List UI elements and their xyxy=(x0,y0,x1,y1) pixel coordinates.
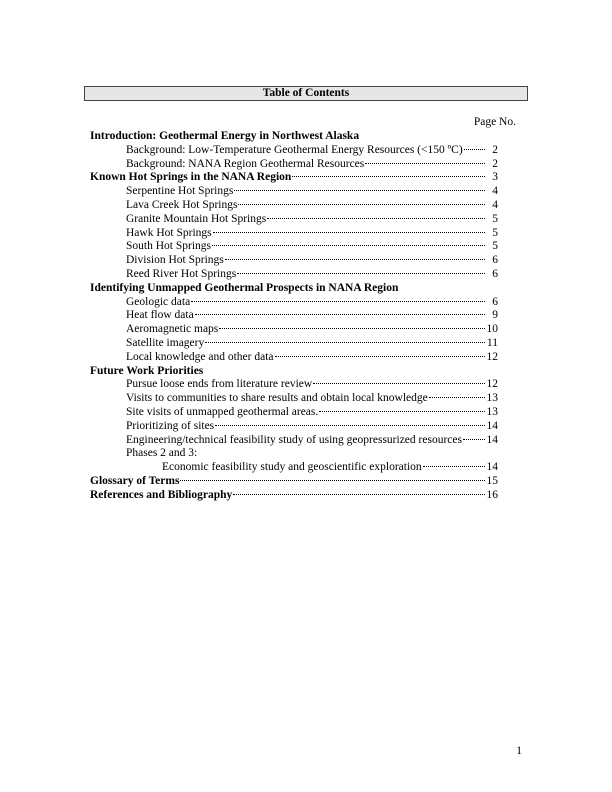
toc-leader-dots xyxy=(238,204,485,205)
toc-entry-page: 5 xyxy=(492,212,498,225)
toc-leader-dots xyxy=(292,176,485,177)
toc-entry[interactable] xyxy=(90,434,498,448)
toc-leader-dots xyxy=(234,190,485,191)
toc-entry-page: 12 xyxy=(486,378,498,391)
toc-entry-page: 5 xyxy=(492,240,498,253)
toc-entry-page: 16 xyxy=(486,488,498,501)
page-no-label: Page No. xyxy=(473,116,516,128)
toc-entry[interactable] xyxy=(90,185,498,199)
toc-leader-dots xyxy=(429,397,485,398)
toc-entry-label: Known Hot Springs in the NANA Region xyxy=(90,171,292,184)
toc-entry-page: 6 xyxy=(492,267,498,280)
toc-entry-page: 10 xyxy=(486,323,498,336)
toc-entry-label: Identifying Unmapped Geothermal Prospects in NANA Region xyxy=(90,281,399,294)
toc-list xyxy=(90,130,498,503)
toc-entry-label: Lava Creek Hot Springs xyxy=(126,198,238,211)
toc-entry-page: 5 xyxy=(492,226,498,239)
toc-entry-label: References and Bibliography xyxy=(90,488,233,501)
toc-entry[interactable] xyxy=(90,323,498,337)
toc-entry[interactable] xyxy=(90,227,498,241)
toc-entry[interactable] xyxy=(90,309,498,323)
toc-entry[interactable] xyxy=(90,213,498,227)
toc-entry-page: 2 xyxy=(492,157,498,170)
toc-entry[interactable] xyxy=(90,158,498,172)
toc-entry-label: Aeromagnetic maps xyxy=(126,323,219,336)
toc-entry-page: 15 xyxy=(486,474,498,487)
toc-entry[interactable] xyxy=(90,199,498,213)
toc-entry-label: Background: Low-Temperature Geothermal Energy Resources (<150 ºC) xyxy=(126,143,463,156)
toc-entry-page: 4 xyxy=(492,198,498,211)
toc-leader-dots xyxy=(205,342,485,343)
toc-entry[interactable] xyxy=(90,240,498,254)
toc-entry-label: Glossary of Terms xyxy=(90,474,180,487)
toc-entry-label: Site visits of unmapped geothermal areas. xyxy=(126,405,319,418)
toc-entry[interactable] xyxy=(90,337,498,351)
toc-entry[interactable] xyxy=(90,392,498,406)
toc-entry-page: 12 xyxy=(486,350,498,363)
toc-entry[interactable] xyxy=(90,296,498,310)
toc-entry[interactable] xyxy=(90,406,498,420)
toc-leader-dots xyxy=(225,259,485,260)
toc-leader-dots xyxy=(215,425,485,426)
toc-entry[interactable] xyxy=(90,365,498,379)
toc-leader-dots xyxy=(180,480,485,481)
toc-entry[interactable] xyxy=(90,461,498,475)
toc-entry-label: Local knowledge and other data xyxy=(126,350,274,363)
toc-entry[interactable] xyxy=(90,447,498,461)
toc-entry-label: Satellite imagery xyxy=(126,336,205,349)
toc-leader-dots xyxy=(319,411,485,412)
toc-leader-dots xyxy=(275,356,485,357)
toc-leader-dots xyxy=(237,273,485,274)
toc-leader-dots xyxy=(219,328,485,329)
toc-entry-page: 14 xyxy=(486,433,498,446)
toc-leader-dots xyxy=(191,301,485,302)
toc-entry-label: Introduction: Geothermal Energy in Northwest Alaska xyxy=(90,130,360,142)
toc-entry-label: Visits to communities to share results and obtain local knowledge xyxy=(126,392,428,405)
toc-entry-label: Phases 2 and 3: xyxy=(126,447,198,460)
toc-entry[interactable] xyxy=(90,268,498,282)
toc-entry[interactable] xyxy=(90,378,498,392)
toc-entry-page: 14 xyxy=(486,461,498,474)
toc-entry-page: 9 xyxy=(492,309,498,322)
toc-entry[interactable] xyxy=(90,351,498,365)
toc-leader-dots xyxy=(195,314,485,315)
toc-leader-dots xyxy=(313,383,485,384)
toc-leader-dots xyxy=(267,218,485,219)
toc-entry[interactable] xyxy=(90,130,498,144)
toc-entry-label: Granite Mountain Hot Springs xyxy=(126,212,267,225)
toc-entry-label: South Hot Springs xyxy=(126,240,211,253)
toc-leader-dots xyxy=(423,466,485,467)
toc-entry-label: Background: NANA Region Geothermal Resources xyxy=(126,157,365,170)
toc-entry[interactable] xyxy=(90,420,498,434)
toc-entry[interactable] xyxy=(90,475,498,489)
toc-leader-dots xyxy=(365,163,485,164)
toc-entry-label: Economic feasibility study and geoscientific exploration xyxy=(162,461,422,474)
toc-entry-page: 3 xyxy=(492,171,498,184)
toc-entry-label: Geologic data xyxy=(126,295,191,308)
toc-entry[interactable] xyxy=(90,144,498,158)
toc-entry-page: 6 xyxy=(492,254,498,267)
toc-entry-label: Hawk Hot Springs xyxy=(126,226,212,239)
toc-entry-page: 6 xyxy=(492,295,498,308)
toc-entry[interactable] xyxy=(90,489,498,503)
toc-entry[interactable] xyxy=(90,171,498,185)
toc-entry-label: Division Hot Springs xyxy=(126,254,224,267)
toc-entry-label: Heat flow data xyxy=(126,309,194,322)
toc-entry-label: Serpentine Hot Springs xyxy=(126,185,234,198)
toc-entry-label: Pursue loose ends from literature review xyxy=(126,378,313,391)
toc-leader-dots xyxy=(233,494,485,495)
toc-entry-label: Engineering/technical feasibility study of using geopressurized resources xyxy=(126,433,462,446)
toc-entry-page: 13 xyxy=(486,392,498,405)
toc-leader-dots xyxy=(212,245,485,246)
toc-entry-label: Reed River Hot Springs xyxy=(126,267,237,280)
toc-leader-dots xyxy=(463,439,485,440)
page-number: 1 xyxy=(516,745,522,757)
toc-leader-dots xyxy=(464,149,485,150)
toc-entry-page: 13 xyxy=(486,405,498,418)
toc-entry-page: 2 xyxy=(492,143,498,156)
toc-entry[interactable] xyxy=(90,254,498,268)
toc-leader-dots xyxy=(213,232,485,233)
toc-entry-label: Future Work Priorities xyxy=(90,364,204,377)
toc-entry-page: 4 xyxy=(492,185,498,198)
toc-entry-page: 14 xyxy=(486,419,498,432)
toc-entry-label: Prioritizing of sites xyxy=(126,419,215,432)
toc-title: Table of Contents xyxy=(84,86,528,101)
toc-entry-page: 11 xyxy=(486,336,498,349)
toc-entry[interactable] xyxy=(90,282,498,296)
